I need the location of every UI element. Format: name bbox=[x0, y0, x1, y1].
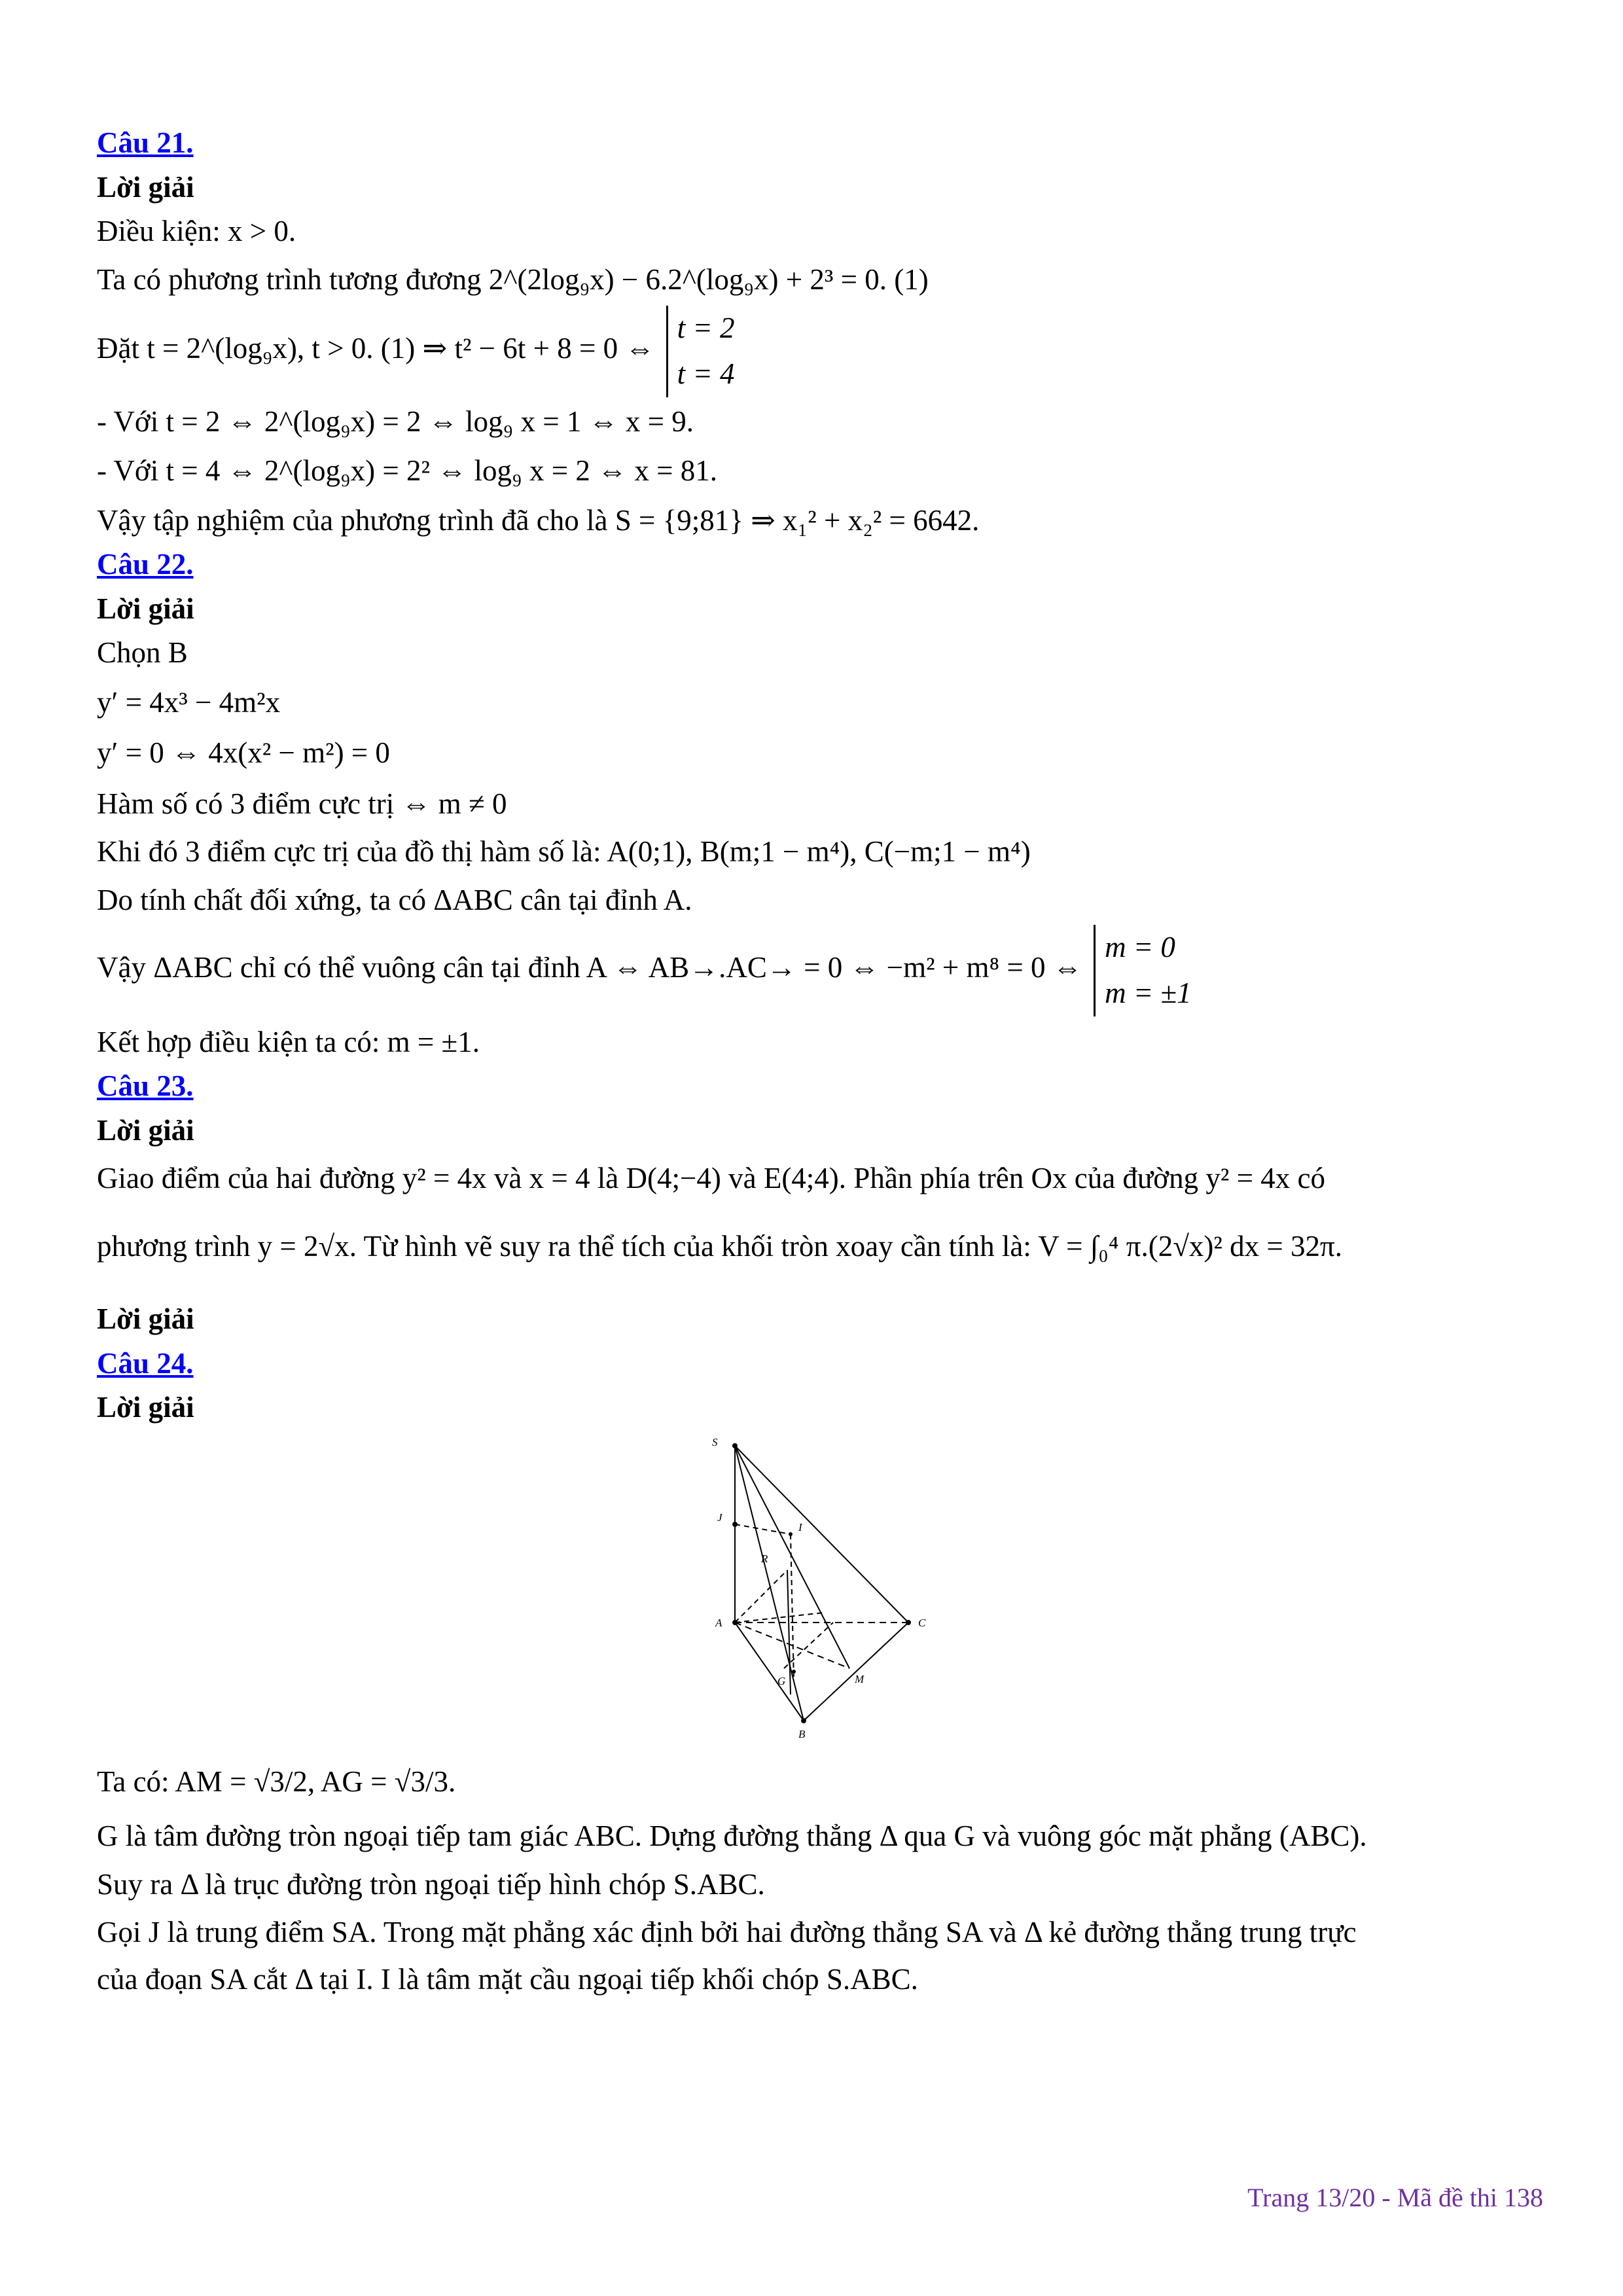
question-21-title[interactable]: Câu 21. bbox=[97, 126, 194, 159]
label-B: B bbox=[798, 1727, 806, 1740]
q22-solution-label: Lời giải bbox=[97, 592, 194, 625]
page-footer: Trang 13/20 - Mã đề thi 138 bbox=[1247, 2183, 1543, 2212]
pyramid-diagram bbox=[679, 1433, 987, 1740]
q21-line-3: Đặt t = 2^(log₉x), t > 0. (1) ⇒ t² − 6t + 8 = 0 ⇔ bbox=[97, 332, 655, 365]
q22-line-1: Chọn B bbox=[97, 636, 188, 669]
q21-line-2: Ta có phương trình tương đương 2^(2log₉x) − 6.2^(log₉x) + 2³ = 0. (1) bbox=[97, 262, 929, 296]
q22-system bbox=[1094, 925, 1192, 1016]
q21-line-3-row bbox=[97, 306, 1543, 397]
q22-line-4: Hàm số có 3 điểm cực trị ⇔ m ≠ 0 bbox=[97, 787, 507, 820]
q21-line-6: Vậy tập nghiệm của phương trình đã cho là S = {9;81} ⇒ x₁² + x₂² = 6642. bbox=[97, 503, 980, 537]
q22-line-7-row bbox=[97, 925, 1543, 1016]
q22-system-eq-2: m = ±1 bbox=[1105, 976, 1192, 1009]
q22-line-3: y′ = 0 ⇔ 4x(x² − m²) = 0 bbox=[97, 736, 390, 769]
q24-line-5: của đoạn SA cắt Δ tại I. I là tâm mặt cầu ngoại tiếp khối chóp S.ABC. bbox=[97, 1962, 918, 1996]
q23-line-1: Giao điểm của hai đường y² = 4x và x = 4 là D(4;−4) và E(4;4). Phần phía trên Ox của đường y² = 4x có bbox=[97, 1162, 1325, 1194]
q24-line-1: Ta có: AM = √3/2, AG = √3/3. bbox=[97, 1765, 456, 1798]
q21-system bbox=[666, 306, 735, 397]
question-22-title[interactable]: Câu 22. bbox=[97, 548, 194, 581]
q22-line-7: Vậy ΔABC chỉ có thể vuông cân tại đỉnh A ⇔ AB→.AC→ = 0 ⇔ −m² + m⁸ = 0 ⇔ bbox=[97, 951, 1082, 984]
q22-line-5: Khi đó 3 điểm cực trị của đồ thị hàm số là: A(0;1), B(m;1 − m⁴), C(−m;1 − m⁴) bbox=[97, 835, 1031, 868]
label-G: G bbox=[777, 1674, 786, 1687]
q22-line-6: Do tính chất đối xứng, ta có ΔABC cân tại đỉnh A. bbox=[97, 883, 692, 916]
label-S: S bbox=[712, 1435, 718, 1448]
label-C: C bbox=[918, 1616, 926, 1629]
q24-line-2: G là tâm đường tròn ngoại tiếp tam giác ABC. Dựng đường thẳng Δ qua G và vuông góc mặt phẳng (ABC). bbox=[97, 1820, 1367, 1852]
q21-system-eq-1: t = 2 bbox=[677, 312, 735, 344]
q24-line-3: Suy ra Δ là trục đường tròn ngoại tiếp hình chóp S.ABC. bbox=[97, 1867, 765, 1901]
label-I: I bbox=[798, 1520, 802, 1534]
q21-line-4: - Với t = 2 ⇔ 2^(log₉x) = 2 ⇔ log₉ x = 1 ⇔ x = 9. bbox=[97, 404, 694, 438]
q21-solution-label: Lời giải bbox=[97, 170, 194, 204]
q22-system-eq-1: m = 0 bbox=[1105, 931, 1175, 963]
document-page bbox=[97, 121, 1543, 2001]
q22-line-2: y′ = 4x³ − 4m²x bbox=[97, 685, 281, 719]
q24-solution-label: Lời giải bbox=[97, 1391, 194, 1424]
q21-system-eq-2: t = 4 bbox=[677, 357, 735, 390]
label-M: M bbox=[855, 1672, 865, 1685]
q23-solution-label: Lời giải bbox=[97, 1113, 194, 1147]
pyramid-figure bbox=[679, 1433, 987, 1740]
q21-line-5: - Với t = 4 ⇔ 2^(log₉x) = 2² ⇔ log₉ x = 2 ⇔ x = 81. bbox=[97, 454, 717, 487]
q22-line-8: Kết hợp điều kiện ta có: m = ±1. bbox=[97, 1025, 480, 1058]
q24-line-4: Gọi J là trung điểm SA. Trong mặt phẳng xác định bởi hai đường thẳng SA và Δ kẻ đường thẳng trung trực bbox=[97, 1916, 1357, 1948]
q23-line-2: phương trình y = 2√x. Từ hình vẽ suy ra thể tích của khối tròn xoay cần tính là: V = ∫₀⁴ π.(2√x)² dx = 32π. bbox=[97, 1229, 1342, 1263]
q21-line-1: Điều kiện: x > 0. bbox=[97, 215, 296, 247]
question-23-title[interactable]: Câu 23. bbox=[97, 1069, 194, 1102]
label-J: J bbox=[717, 1511, 722, 1524]
label-R: R bbox=[761, 1552, 768, 1565]
q23-extra-label: Lời giải bbox=[97, 1302, 194, 1335]
question-24-title[interactable]: Câu 24. bbox=[97, 1346, 194, 1380]
label-A: A bbox=[715, 1616, 722, 1629]
